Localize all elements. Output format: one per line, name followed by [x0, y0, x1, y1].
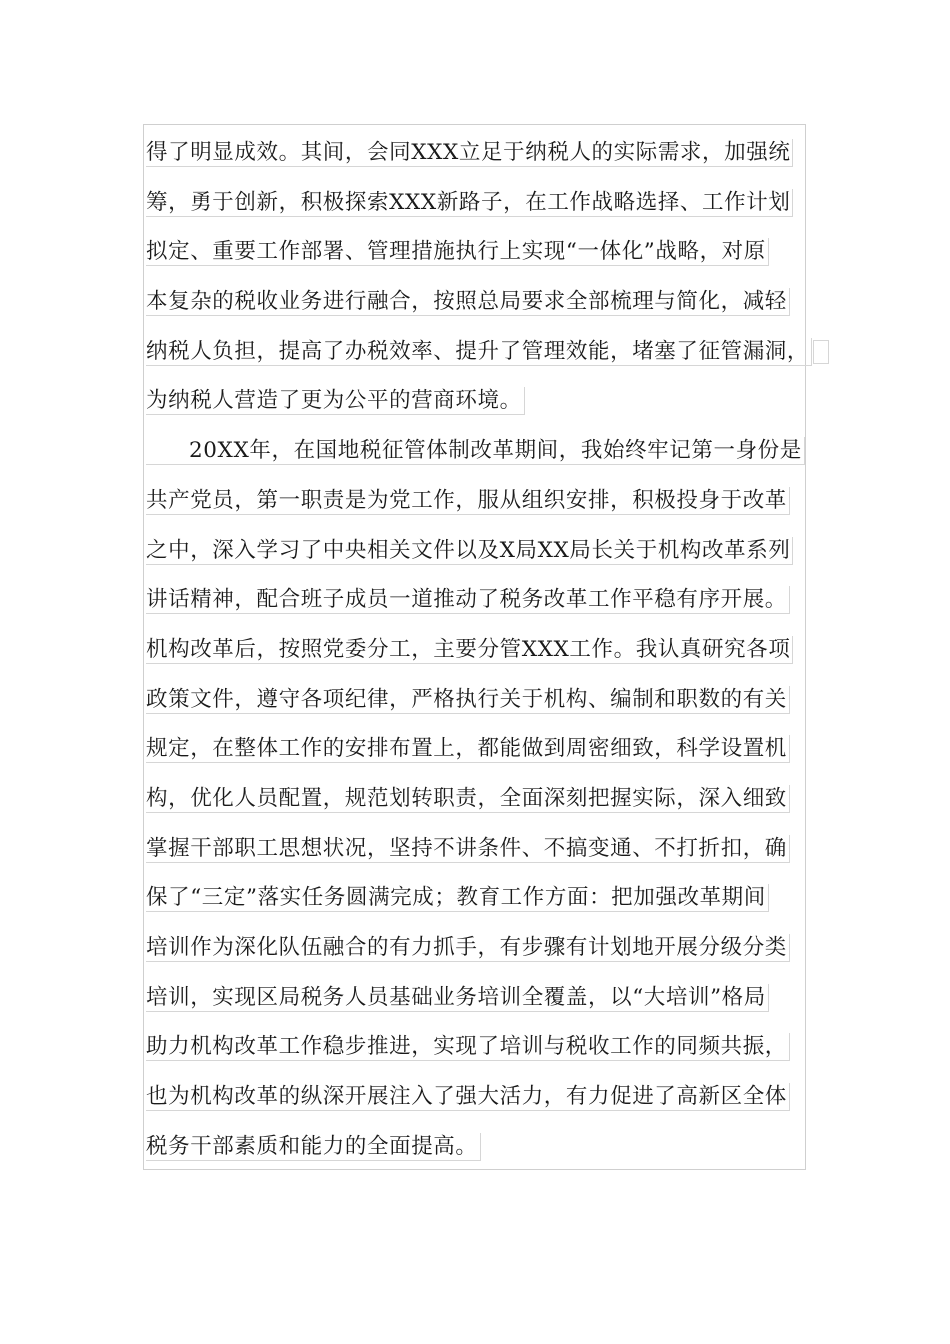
text-line — [146, 774, 826, 824]
line-text: 培训作为深化队伍融合的有力抓手，有步骤有计划地开展分级分类 — [146, 934, 790, 962]
document-body — [146, 128, 826, 1171]
line-text: 机构改革后，按照党委分工，主要分管XXX工作。我认真研究各项 — [146, 636, 793, 664]
text-line — [146, 426, 826, 476]
text-line — [146, 575, 826, 625]
line-text: 税务干部素质和能力的全面提高。 — [146, 1133, 481, 1161]
text-line — [146, 1122, 826, 1172]
line-text: 助力机构改革工作稳步推进，实现了培训与税收工作的同频共振， — [146, 1033, 790, 1061]
line-text: 构，优化人员配置，规范划转职责，全面深刻把握实际，深入细致 — [146, 785, 790, 813]
text-line — [146, 376, 826, 426]
line-text: 为纳税人营造了更为公平的营商环境。 — [146, 387, 525, 415]
line-text: 共产党员，第一职责是为党工作，服从组织安排，积极投身于改革 — [146, 487, 790, 515]
text-line — [146, 526, 826, 576]
text-line — [146, 724, 826, 774]
text-line — [146, 227, 826, 277]
overflow-marker — [813, 340, 829, 364]
text-line — [146, 128, 826, 178]
line-text: 规定，在整体工作的安排布置上，都能做到周密细致，科学设置机 — [146, 735, 790, 763]
line-text: 保了“三定”落实任务圆满完成；教育工作方面：把加强改革期间 — [146, 884, 769, 912]
line-text: 讲话精神，配合班子成员一道推动了税务改革工作平稳有序开展。 — [146, 586, 790, 614]
line-text: 培训，实现区局税务人员基础业务培训全覆盖，以“大培训”格局 — [146, 984, 769, 1012]
line-text: 政策文件，遵守各项纪律，严格执行关于机构、编制和职数的有关 — [146, 686, 790, 714]
text-line — [146, 476, 826, 526]
text-line — [146, 277, 826, 327]
text-line — [146, 1072, 826, 1122]
line-text: 得了明显成效。其间，会同XXX立足于纳税人的实际需求，加强统 — [146, 139, 793, 167]
text-line — [146, 178, 826, 228]
text-line — [146, 1022, 826, 1072]
text-line — [146, 625, 826, 675]
line-text: 也为机构改革的纵深开展注入了强大活力，有力促进了高新区全体 — [146, 1083, 790, 1111]
line-text: 20XX年，在国地税征管体制改革期间，我始终牢记第一身份是 — [146, 437, 805, 465]
line-text: 筹，勇于创新，积极探索XXX新路子，在工作战略选择、工作计划 — [146, 189, 793, 217]
text-line — [146, 973, 826, 1023]
line-text: 本复杂的税收业务进行融合，按照总局要求全部梳理与简化，减轻 — [146, 288, 790, 316]
text-line — [146, 923, 826, 973]
text-line — [146, 675, 826, 725]
text-line — [146, 327, 826, 377]
line-text: 掌握干部职工思想状况，坚持不讲条件、不搞变通、不打折扣，确 — [146, 835, 790, 863]
line-text: 纳税人负担，提高了办税效率、提升了管理效能，堵塞了征管漏洞， — [146, 338, 812, 366]
line-text: 之中，深入学习了中央相关文件以及X局XX局长关于机构改革系列 — [146, 537, 793, 565]
text-line — [146, 873, 826, 923]
line-text: 拟定、重要工作部署、管理措施执行上实现“一体化”战略，对原 — [146, 238, 769, 266]
text-line — [146, 824, 826, 874]
